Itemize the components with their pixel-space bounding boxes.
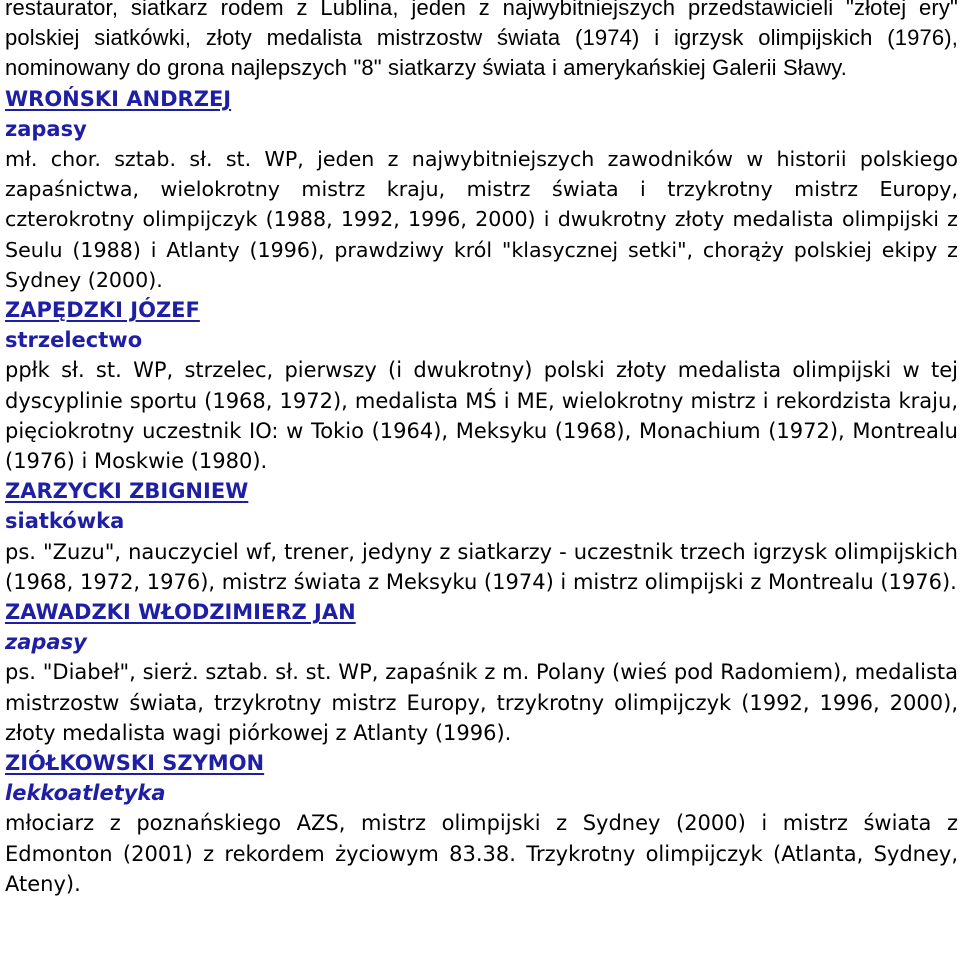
entry-ziolkowski [5,748,958,899]
entry-discipline: zapasy [5,630,87,655]
entry-discipline: lekkoatletyka [5,781,166,806]
entry-description: ppłk sł. st. WP, strzelec, pierwszy (i dwukrotny) polski złoty medalista olimpijski w tej dyscyplinie sportu (1968, 1972), medalista MŚ i ME, wielokrotny mistrz i rekordzista kraju, pięciokrotny uczestnik IO: w Tokio (1964), Meksyku (1968), Monachium (1972), Montrealu (1976) i Moskwie (1980). [5,358,958,474]
entry-discipline: zapasy [5,116,87,141]
entry-wronski [5,84,958,295]
entry-name: ZIÓŁKOWSKI SZYMON [5,751,265,776]
entry-description: mł. chor. sztab. sł. st. WP, jeden z najwybitniejszych zawodników w historii polskiego zapaśnictwa, wielokrotny mistrz kraju, mistrz świata i trzykrotny mistrz Europy, czterokrotny olimpijczyk (1988, 1992, 1996, 2000) i dwukrotny złoty medalista olimpijski z Seulu (1988) i Atlanty (1996), prawdziwy król "klasycznej setki", chorąży polskiej ekipy z Sydney (2000). [5,147,958,292]
entry-name: ZARZYCKI ZBIGNIEW [5,479,249,504]
entry-name: ZAPĘDZKI JÓZEF [5,298,200,323]
entry-description: ps. "Zuzu", nauczyciel wf, trener, jedyny z siatkarzy - uczestnik trzech igrzysk olimpijskich (1968, 1972, 1976), mistrz świata z Meksyku (1974) i mistrz olimpijski z Montrealu (1976). [5,539,958,594]
entry-name: ZAWADZKI WŁODZIMIERZ JAN [5,600,356,625]
entry-description: ps. "Diabeł", sierż. sztab. sł. st. WP, zapaśnik z m. Polany (wieś pod Radomiem), medalista mistrzostw świata, trzykrotny mistrz Europy, trzykrotny olimpijczyk (1992, 1996, 2000), złoty medalista wagi piórkowej z Atlanty (1996). [5,660,958,745]
entry-zapedzki [5,295,958,476]
entry-discipline: strzelectwo [5,328,143,353]
document-page [5,0,958,899]
entry-description: młociarz z poznańskiego AZS, mistrz olimpijski z Sydney (2000) i mistrz świata z Edmonton (2001) z rekordem życiowym 83.38. Trzykrotny olimpijczyk (Atlanta, Sydney, Ateny). [5,811,958,896]
intro-paragraph: restaurator, siatkarz rodem z Lublina, jeden z najwybitniejszych przedstawicieli "złotej ery" polskiej siatkówki, złoty medalista mistrzostw świata (1974) i igrzysk olimpijskich (1976), nominowany do grona najlepszych "8" siatkarzy świata i amerykańskiej Galerii Sławy. [5,0,958,81]
entry-zarzycki [5,476,958,597]
entry-name: WROŃSKI ANDRZEJ [5,86,232,111]
entry-zawadzki [5,597,958,748]
entry-discipline: siatkówka [5,509,125,534]
